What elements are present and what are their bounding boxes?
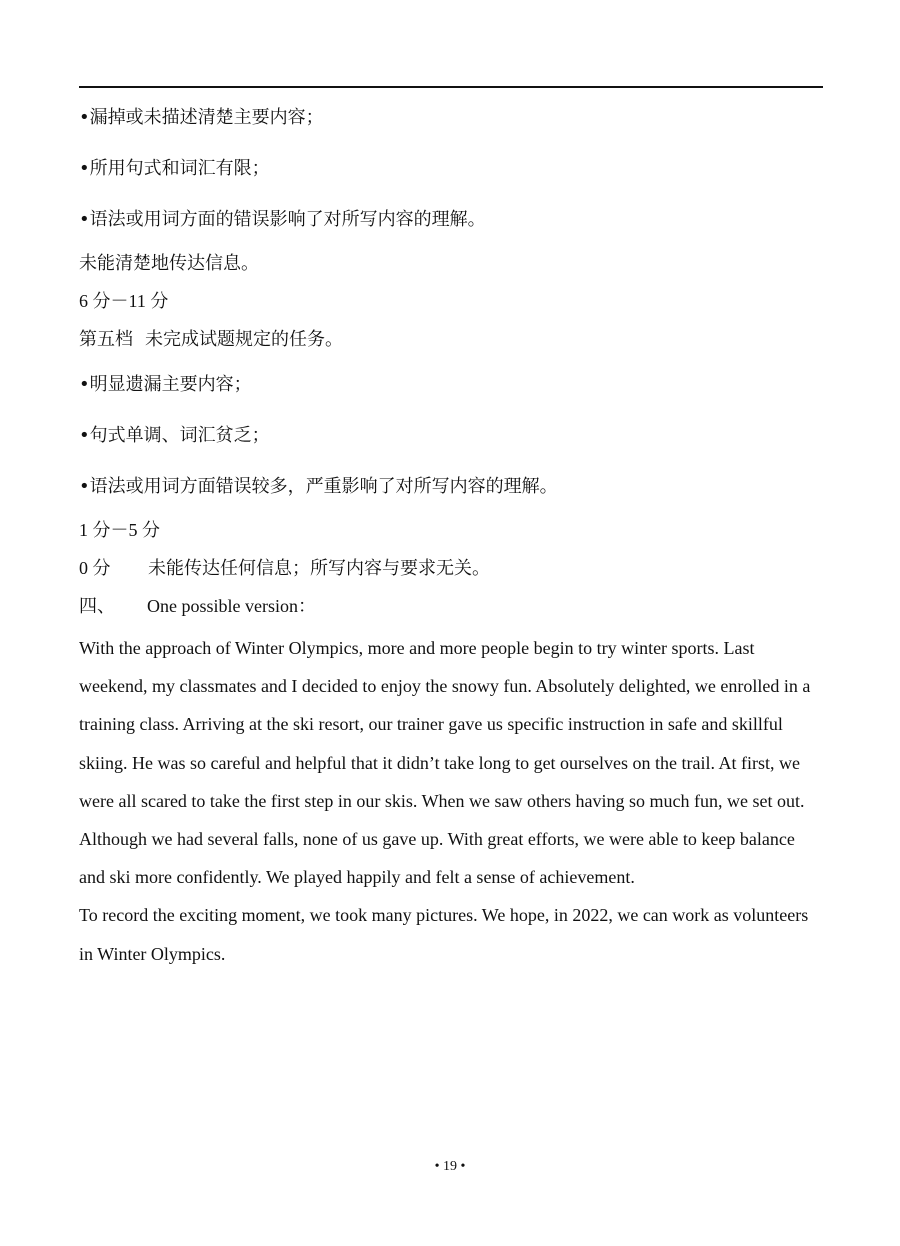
tier5-bullet-3: •语法或用词方面错误较多，严重影响了对所写内容的理解。 — [79, 476, 558, 497]
zero-score-row — [79, 554, 490, 580]
page-number: • 19 • — [434, 1159, 466, 1174]
zero-score-description: 未能传达任何信息；所写内容与要求无关。 — [148, 558, 490, 578]
top-rule-divider — [79, 86, 823, 88]
section-four-title: One possible version： — [147, 596, 316, 616]
section-four-number: 四、 — [79, 596, 115, 616]
tier4-score-range: 6 分－11 分 — [79, 291, 169, 311]
tier5-label: 第五档 — [79, 329, 133, 349]
essay-paragraph-1: With the approach of Winter Olympics, more and more people begin to try winter sports. Last weekend, my classmates and I decided to enjoy the snowy fun. Absolutely delighted, we enrolled in a training class. Arriving at the ski resort, our trainer gave us specific instruction in safe and skillful skiing. He was so careful and helpful that it didn’t take long to get ourselves on the trail. At first, we were all scared to take the first step in our skis. When we saw others having so much fun, we set out. Although we had several falls, none of us gave up. With great efforts, we were able to keep balance and ski more confidently. We played happily and felt a sense of achievement. — [79, 638, 811, 888]
tier5-heading — [79, 325, 343, 351]
tier5-score-range: 1 分－5 分 — [79, 520, 160, 540]
section-four-heading — [79, 592, 316, 618]
essay-paragraph-2: To record the exciting moment, we took many pictures. We hope, in 2022, we can work as volunteers in Winter Olympics. — [79, 905, 809, 964]
tier4-bullet-1: •漏掉或未描述清楚主要内容； — [79, 107, 324, 128]
tier4-bullet-3: •语法或用词方面的错误影响了对所写内容的理解。 — [79, 209, 486, 230]
tier4-bullet-2: •所用句式和词汇有限； — [79, 158, 270, 179]
tier5-bullet-1: •明显遗漏主要内容； — [79, 374, 252, 395]
sample-essay — [79, 629, 824, 973]
zero-score-label: 0 分 — [79, 558, 111, 578]
tier5-bullet-2: •句式单调、词汇贫乏； — [79, 425, 270, 446]
tier5-description: 未完成试题规定的任务。 — [145, 329, 343, 349]
tier4-summary: 未能清楚地传达信息。 — [79, 253, 259, 273]
